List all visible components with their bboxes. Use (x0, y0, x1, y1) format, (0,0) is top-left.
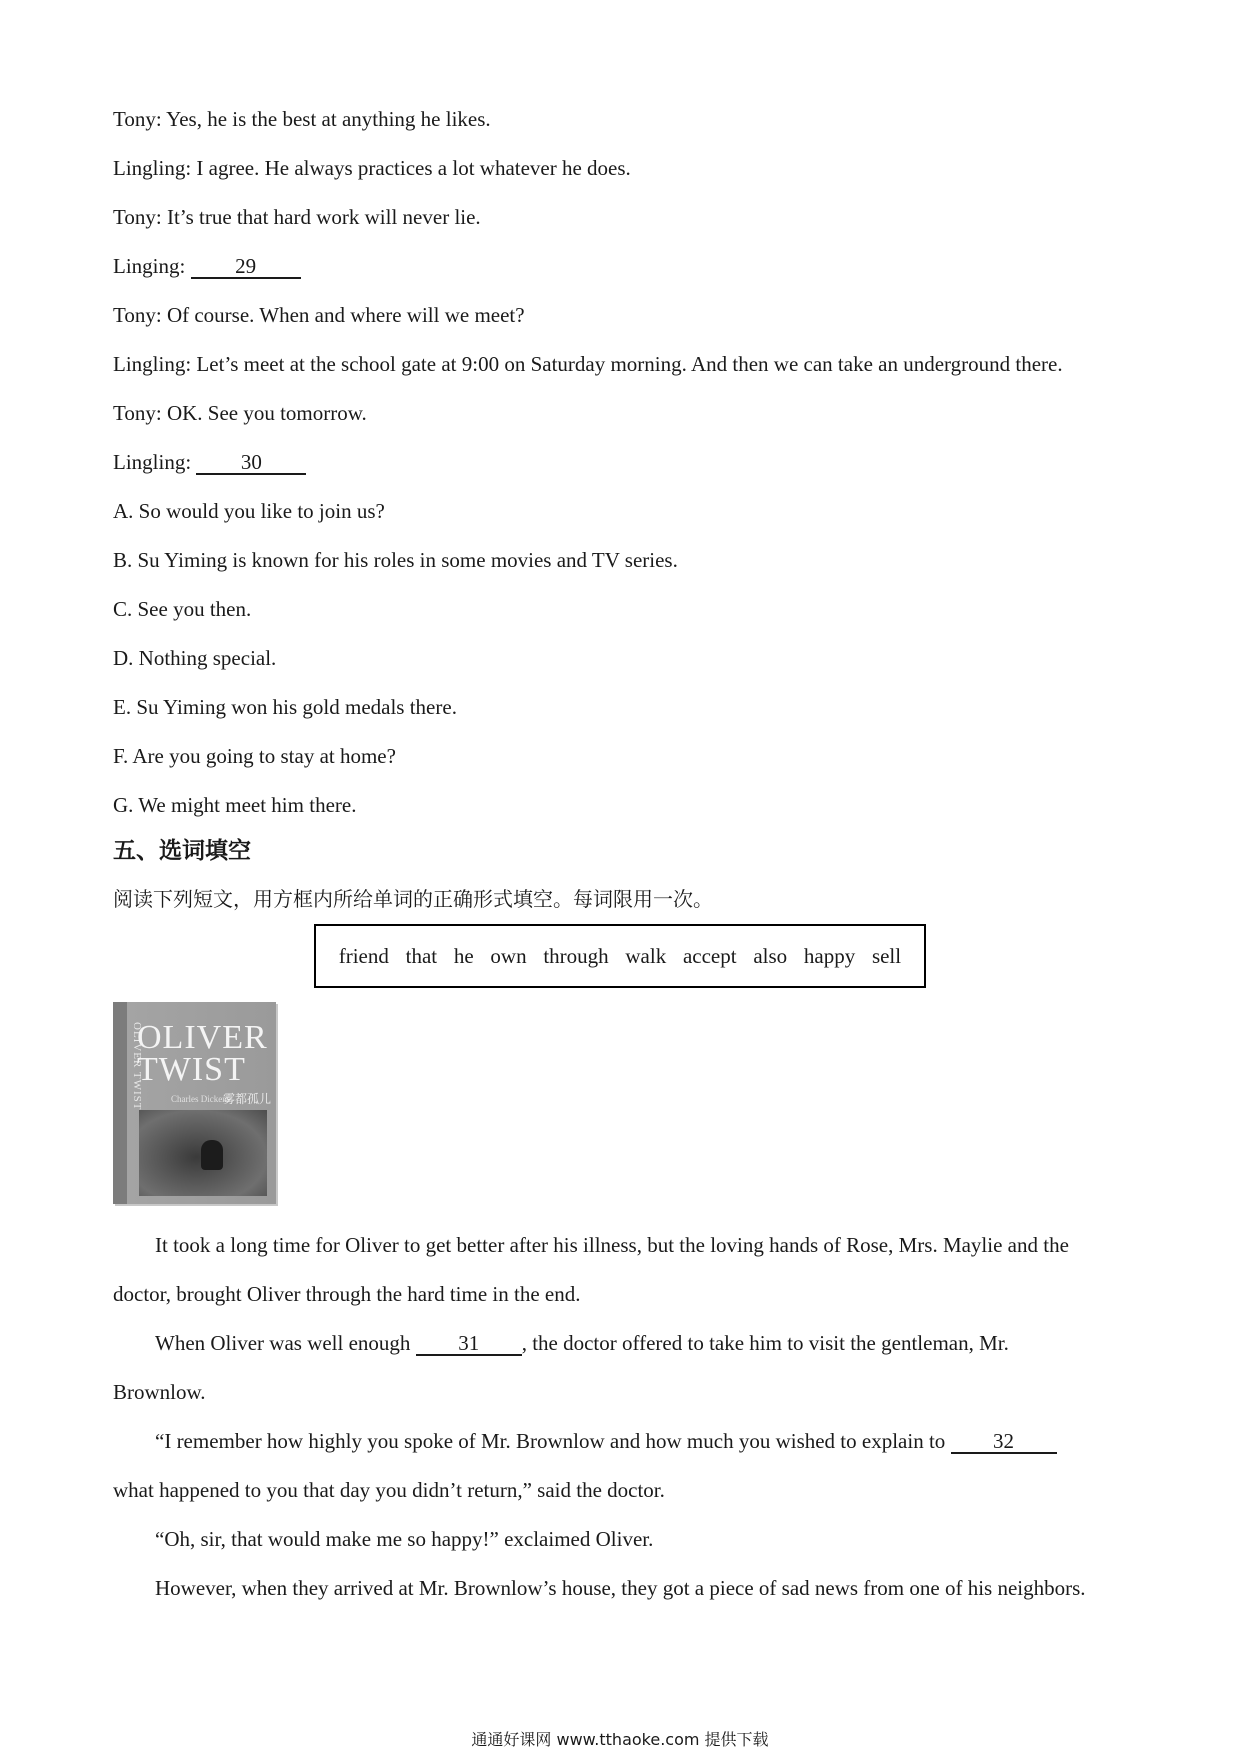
dialogue-line: Tony: Of course. When and where will we meet? (113, 303, 525, 327)
book-title-line2: TWIST (137, 1051, 246, 1088)
dialogue-line: Lingling: Let’s meet at the school gate at 9:00 on Saturday morning. And then we can take an underground there. (113, 352, 1063, 376)
word-bank-item: also (753, 943, 788, 968)
section-title: 五、选词填空 (113, 838, 251, 864)
word-bank (314, 924, 926, 988)
speaker-label: Linging: (113, 254, 191, 278)
word-bank-item: friend (338, 943, 389, 968)
book-spine-text: OLIVER TWIST (131, 1022, 143, 1111)
word-bank-item: happy (803, 943, 856, 968)
option-f: F. Are you going to stay at home? (113, 744, 396, 768)
option-a: A. So would you like to join us? (113, 499, 385, 523)
book-chinese-title: 雾都孤儿 (223, 1092, 272, 1106)
page-footer: 通通好课网 www.tthaoke.com 提供下载 (471, 1730, 769, 1749)
word-bank-item: through (543, 943, 609, 968)
option-d: D. Nothing special. (113, 646, 277, 670)
dialogue-line: Lingling: I agree. He always practices a lot whatever he does. (113, 156, 631, 180)
passage-p2-line2: Brownlow. (113, 1380, 206, 1404)
book-cover-image (113, 1002, 276, 1204)
passage-p5: However, when they arrived at Mr. Brownlow’s house, they got a piece of sad news from one of his neighbors. (155, 1576, 1086, 1600)
word-bank-item: accept (682, 943, 737, 968)
word-bank-item: own (490, 943, 527, 968)
section-instruction: 阅读下列短文，用方框内所给单词的正确形式填空。每词限用一次。 (113, 887, 713, 911)
option-e: E. Su Yiming won his gold medals there. (113, 695, 457, 719)
answer-blank-30: 30 (196, 451, 306, 475)
answer-blank-31: 31 (416, 1332, 522, 1356)
option-g: G. We might meet him there. (113, 793, 357, 817)
passage-text: When Oliver was well enough (155, 1331, 416, 1355)
option-c: C. See you then. (113, 597, 252, 621)
dialogue-line: Tony: OK. See you tomorrow. (113, 401, 367, 425)
passage-p2-line1 (155, 1330, 1009, 1356)
passage-text: “I remember how highly you spoke of Mr. Brownlow and how much you wished to explain to (155, 1429, 951, 1453)
book-cover-photo (139, 1110, 267, 1196)
passage-p3-line2: what happened to you that day you didn’t return,” said the doctor. (113, 1478, 665, 1502)
dialogue-line-blank-30 (113, 449, 306, 475)
option-b: B. Su Yiming is known for his roles in some movies and TV series. (113, 548, 678, 572)
figure-silhouette (201, 1140, 223, 1170)
word-bank-item: sell (871, 943, 902, 968)
passage-p4: “Oh, sir, that would make me so happy!” exclaimed Oliver. (155, 1527, 654, 1551)
dialogue-line: Tony: Yes, he is the best at anything he likes. (113, 107, 491, 131)
word-bank-item: that (405, 943, 438, 968)
word-bank-item: walk (625, 943, 667, 968)
book-author: Charles Dickens (171, 1094, 231, 1104)
answer-blank-29: 29 (191, 255, 301, 279)
passage-p3-line1 (155, 1428, 1057, 1454)
book-title-line1: OLIVER (137, 1019, 268, 1056)
word-bank-item: he (453, 943, 474, 968)
dialogue-line: Tony: It’s true that hard work will never lie. (113, 205, 481, 229)
dialogue-line-blank-29 (113, 253, 301, 279)
passage-text: , the doctor offered to take him to visit the gentleman, Mr. (521, 1331, 1009, 1355)
speaker-label: Lingling: (113, 450, 197, 474)
answer-blank-32: 32 (951, 1430, 1057, 1454)
passage-p1-line2: doctor, brought Oliver through the hard time in the end. (113, 1282, 581, 1306)
passage-p1-line1: It took a long time for Oliver to get better after his illness, but the loving hands of Rose, Mrs. Maylie and the (155, 1233, 1069, 1257)
